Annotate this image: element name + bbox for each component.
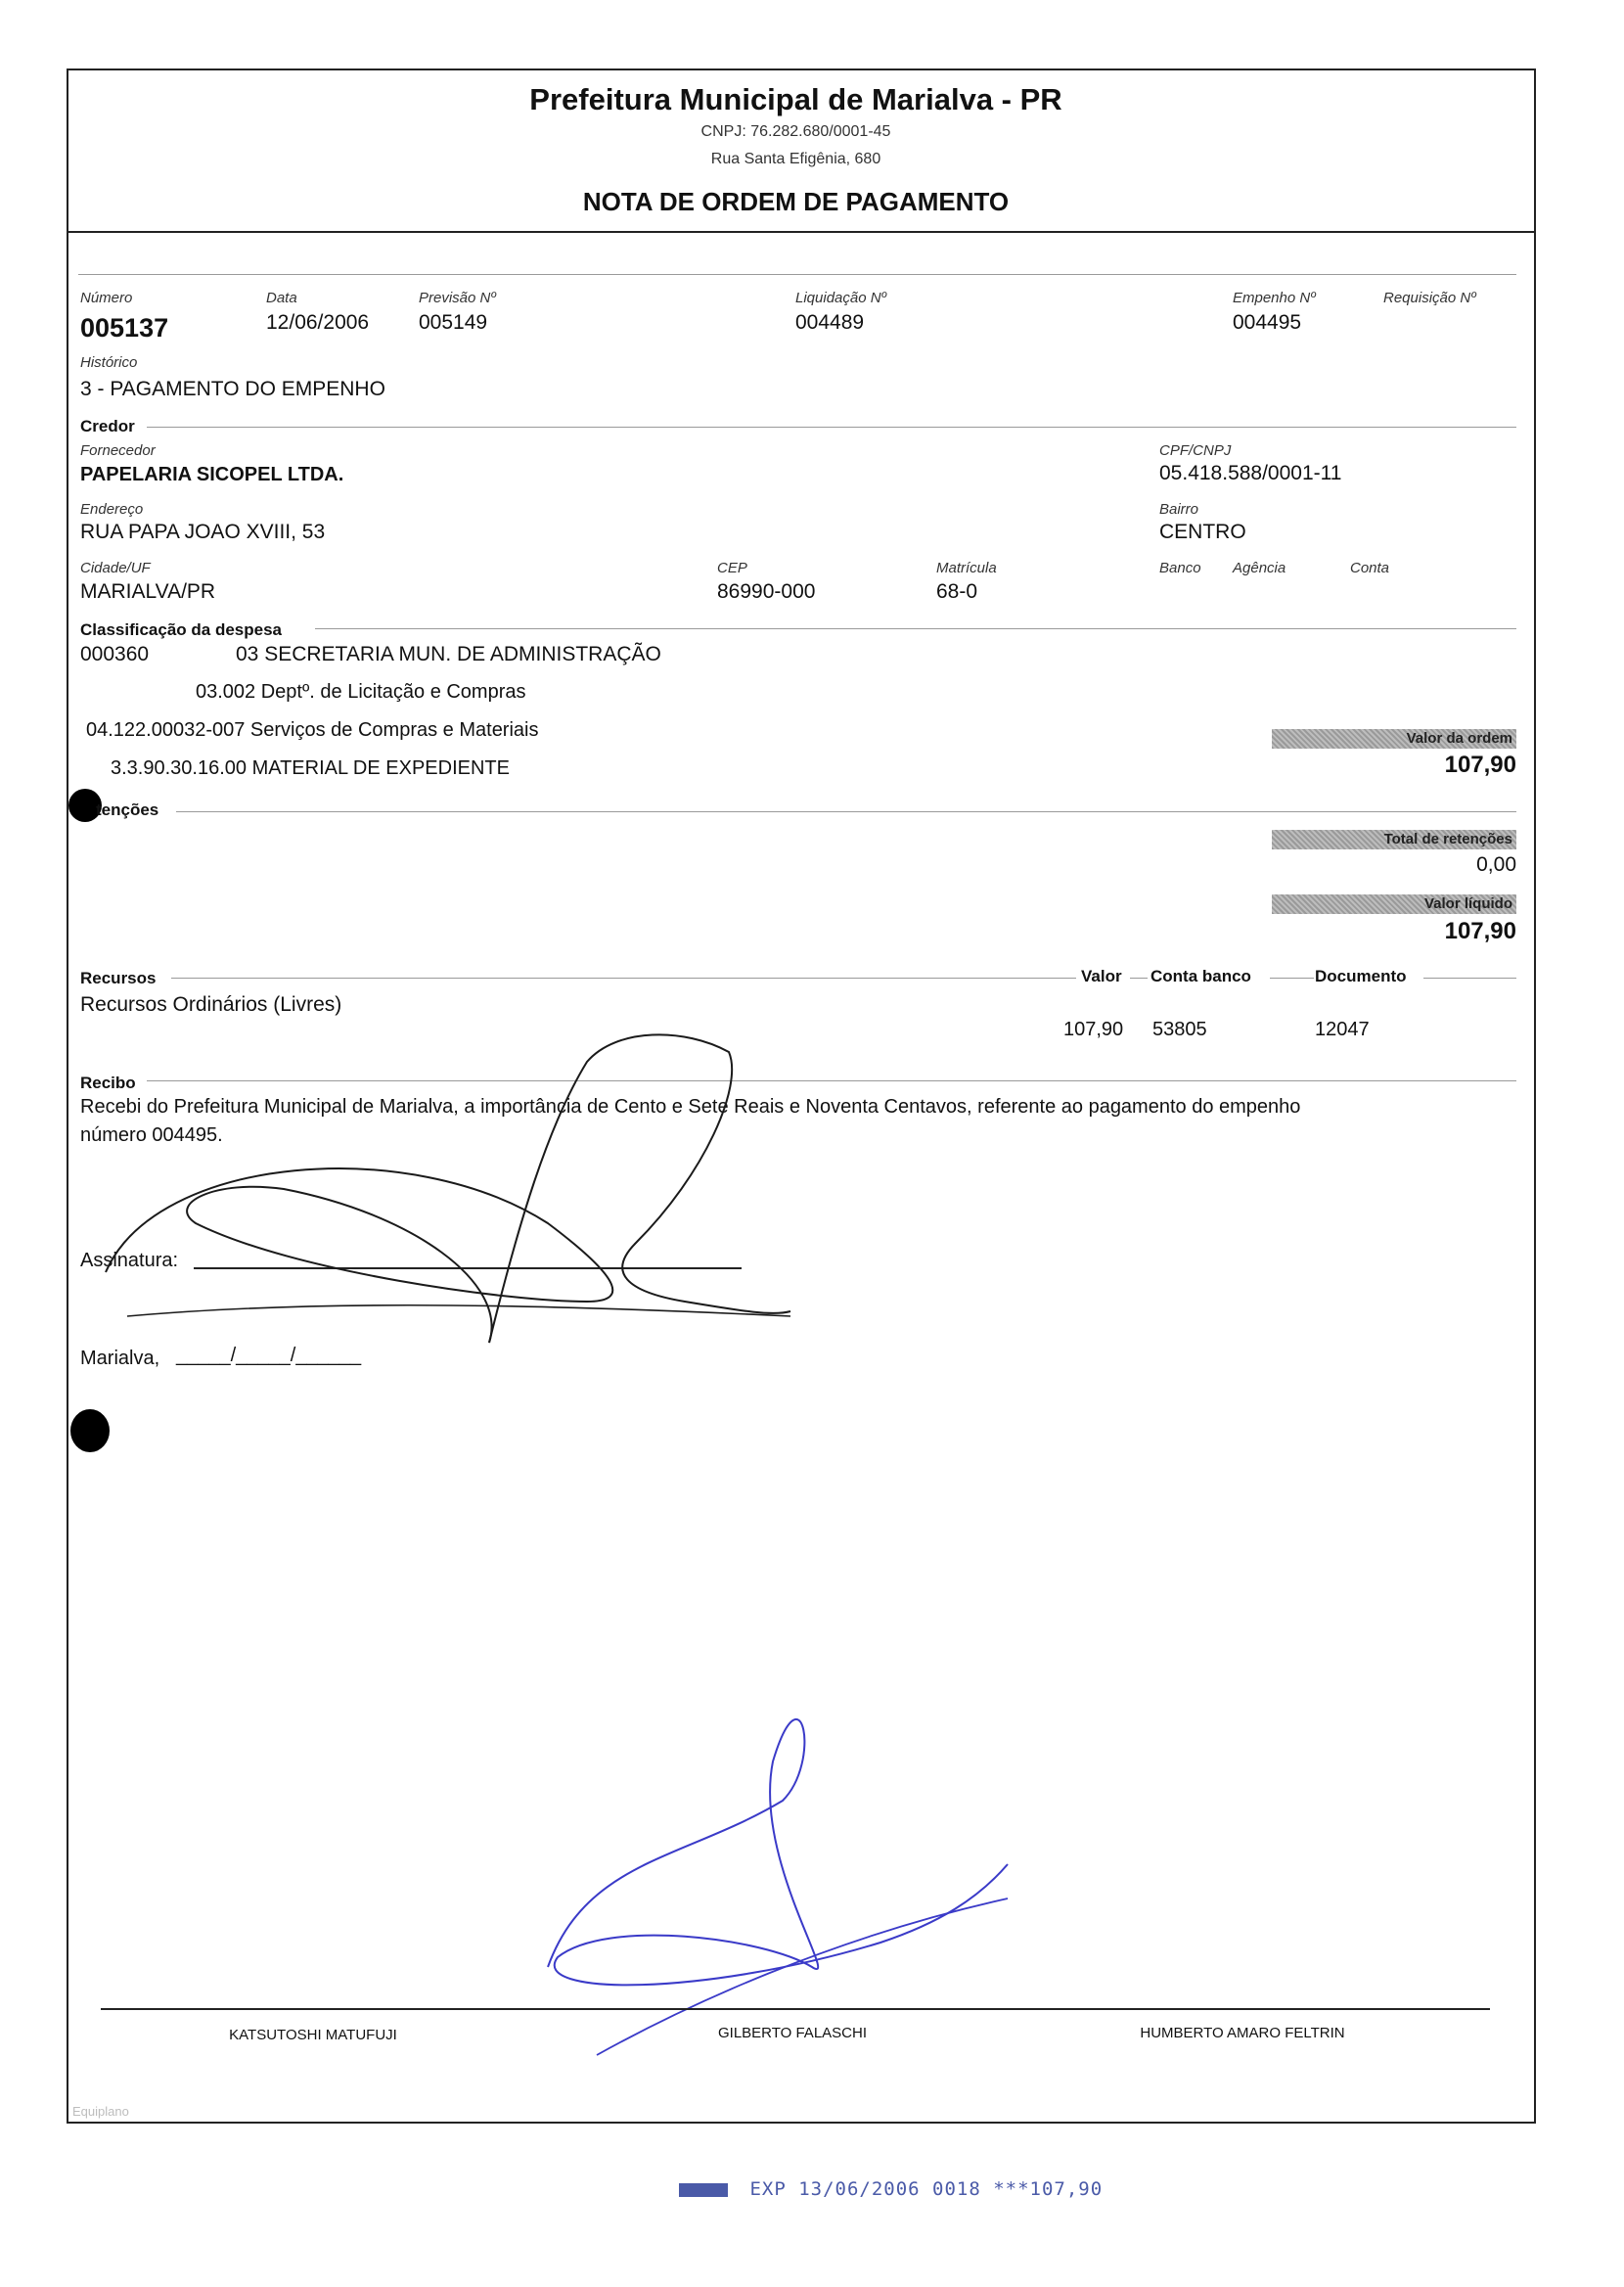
recursos-descricao: Recursos Ordinários (Livres)	[80, 993, 342, 1016]
banco-label: Banco	[1159, 560, 1201, 576]
valor-ordem-value: 107,90	[1444, 752, 1516, 778]
total-retencoes-value: 0,00	[1476, 853, 1516, 876]
assinatura-label: Assinatura:	[80, 1250, 179, 1271]
header-cnpj: CNPJ: 76.282.680/0001-45	[700, 123, 891, 140]
previsao-value: 005149	[419, 311, 488, 334]
data-label: Data	[266, 290, 297, 306]
recursos-documento-label: Documento	[1315, 967, 1407, 985]
previsao-label: Previsão Nº	[419, 290, 496, 306]
recursos-documento: 12047	[1315, 1019, 1370, 1040]
signatory-1	[98, 2027, 528, 2043]
signatory-2-name: GILBERTO FALASCHI	[718, 2025, 867, 2041]
numero-label: Número	[80, 290, 133, 306]
system-watermark: Equiplano	[72, 2104, 129, 2119]
cidade-label: Cidade/UF	[80, 560, 151, 576]
classificacao-programa: 04.122.00032-007 Serviços de Compras e Materiais	[86, 719, 539, 741]
valor-liquido-label: Valor líquido	[1423, 895, 1512, 912]
recursos-section-title: Recursos	[80, 969, 157, 987]
empenho-label: Empenho Nº	[1233, 290, 1316, 306]
recibo-text-line1: Recebi do Prefeitura Municipal de Marialva, a importância de Cento e Sete Reais e Noventa Centavos, referente ao pagamento do empenho	[80, 1096, 1301, 1118]
bairro-value: CENTRO	[1159, 521, 1246, 543]
requisicao-label: Requisição Nº	[1383, 290, 1476, 306]
recursos-valor: 107,90	[1063, 1019, 1124, 1040]
cidade-value: MARIALVA/PR	[80, 580, 216, 603]
recursos-conta-label: Conta banco	[1150, 967, 1251, 985]
liquidacao-value: 004489	[795, 311, 865, 334]
historico-label: Histórico	[80, 354, 138, 371]
header-address: Rua Santa Efigênia, 680	[710, 151, 881, 167]
cpf-value: 05.418.588/0001-11	[1159, 462, 1342, 484]
empenho-value: 004495	[1233, 311, 1302, 334]
recibo-text-line2: número 004495.	[80, 1124, 223, 1146]
liquidacao-label: Liquidação Nº	[795, 290, 887, 306]
cep-value: 86990-000	[717, 580, 816, 603]
local-label: Marialva,	[80, 1348, 160, 1369]
matricula-label: Matrícula	[936, 560, 997, 576]
data-value: 12/06/2006	[266, 311, 370, 334]
signatory-1-name: KATSUTOSHI MATUFUJI	[229, 2027, 397, 2043]
bank-logo-icon	[679, 2183, 728, 2197]
signatory-3-name: HUMBERTO AMARO FELTRIN	[1140, 2025, 1345, 2041]
recibo-section-title: Recibo	[80, 1074, 136, 1092]
fornecedor-value: PAPELARIA SICOPEL LTDA.	[80, 464, 344, 485]
cpf-label: CPF/CNPJ	[1159, 442, 1232, 459]
classificacao-elemento: 3.3.90.30.16.00 MATERIAL DE EXPEDIENTE	[111, 757, 510, 779]
local-date-blank: _____/_____/______	[176, 1345, 362, 1366]
classificacao-code: 000360	[80, 643, 150, 665]
header-title: Prefeitura Municipal de Marialva - PR	[529, 82, 1062, 116]
valor-ordem-label: Valor da ordem	[1406, 730, 1512, 747]
agencia-label: Agência	[1233, 560, 1286, 576]
historico-value: 3 - PAGAMENTO DO EMPENHO	[80, 378, 385, 400]
recursos-conta: 53805	[1152, 1019, 1207, 1040]
endereco-value: RUA PAPA JOAO XVIII, 53	[80, 521, 326, 543]
classificacao-dept: 03.002 Deptº. de Licitação e Compras	[196, 681, 526, 703]
endereco-label: Endereço	[80, 501, 144, 518]
conta-label: Conta	[1350, 560, 1390, 576]
signatory-line-1	[101, 2008, 1490, 2010]
numero-value: 005137	[80, 313, 169, 343]
classificacao-secretaria: 03 SECRETARIA MUN. DE ADMINISTRAÇÃO	[236, 643, 661, 665]
recursos-valor-label: Valor	[1081, 967, 1122, 985]
total-retencoes-label: Total de retenções	[1383, 831, 1512, 847]
matricula-value: 68-0	[936, 580, 978, 603]
signatory-2	[577, 2025, 1008, 2041]
fornecedor-label: Fornecedor	[80, 442, 156, 459]
retencoes-section-title: tenções	[96, 800, 159, 819]
signatory-3	[1027, 2025, 1458, 2041]
bank-stamp	[679, 2178, 1103, 2200]
valor-liquido-value: 107,90	[1444, 918, 1516, 944]
credor-section-title: Credor	[80, 417, 135, 435]
doc-title: NOTA DE ORDEM DE PAGAMENTO	[582, 187, 1010, 216]
classificacao-section-title: Classificação da despesa	[80, 620, 283, 639]
cep-label: CEP	[717, 560, 747, 576]
bairro-label: Bairro	[1159, 501, 1199, 518]
bank-stamp-text: EXP 13/06/2006 0018 ***107,90	[749, 2178, 1104, 2200]
